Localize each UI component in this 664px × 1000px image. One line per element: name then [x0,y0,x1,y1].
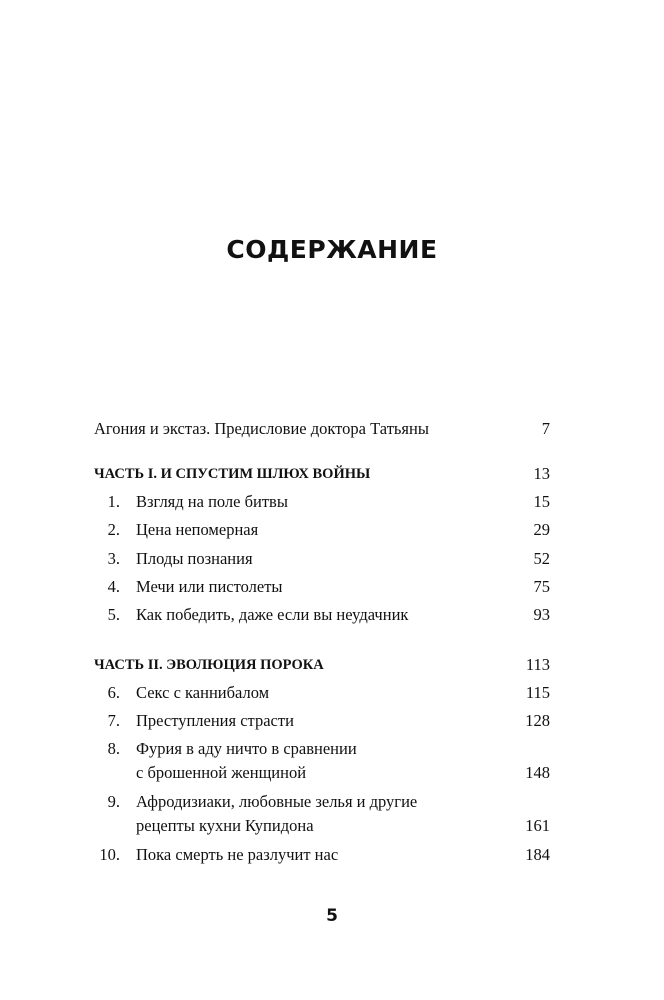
chapter-number: 3. [107,549,120,568]
toc-page-number: 29 [533,520,550,539]
page-title: СОДЕРЖАНИЕ [226,235,438,264]
chapter-title: Преступления страсти [136,711,294,730]
chapter-number: 7. [107,711,120,730]
toc-page-number: 113 [525,655,550,674]
toc-page-number: 13 [533,464,550,483]
chapter-number: 8. [107,739,120,758]
toc-page-number: 115 [525,683,550,702]
toc-preface-title: Агония и экстаз. Предисловие доктора Татьяны [94,419,429,438]
chapter-title: Взгляд на поле битвы [136,492,288,511]
chapter-title: Секс с каннибалом [136,683,270,702]
chapter-title: Афродизиаки, любовные зелья и другие рецепты кухни Купидона [136,792,418,835]
toc-page-number: 128 [525,711,550,730]
toc-page-number: 93 [533,605,550,624]
toc-page-number: 161 [525,816,550,835]
chapter-title: Фурия в аду ничто в сравнении с брошенной женщиной [136,739,357,782]
toc-part-title: ЧАСТЬ I. И СПУСТИМ ШЛЮХ ВОЙНЫ [94,466,371,482]
toc-page-number: 148 [525,763,550,782]
chapter-number: 10. [99,845,120,864]
toc-page-number: 15 [533,492,550,511]
chapter-number: 4. [107,577,120,596]
toc-page-number: 184 [525,845,550,864]
toc-page-number: 75 [533,577,550,596]
toc-part-title: ЧАСТЬ II. ЭВОЛЮЦИЯ ПОРОКА [94,657,324,673]
chapter-title: Мечи или пистолеты [136,577,283,596]
chapter-number: 9. [107,792,120,811]
toc-page-number: 52 [533,549,550,568]
chapter-title: Плоды познания [136,549,253,568]
chapter-title: Пока смерть не разлучит нас [136,845,339,864]
chapter-title: Как победить, даже если вы неудачник [136,605,409,624]
chapter-number: 5. [107,605,120,624]
chapter-title: Цена непомерная [136,520,259,539]
chapter-number: 6. [107,683,120,702]
folio-page-number: 5 [326,906,338,926]
chapter-number: 1. [107,492,120,511]
toc-page-number: 7 [541,419,550,438]
chapter-number: 2. [107,520,120,539]
